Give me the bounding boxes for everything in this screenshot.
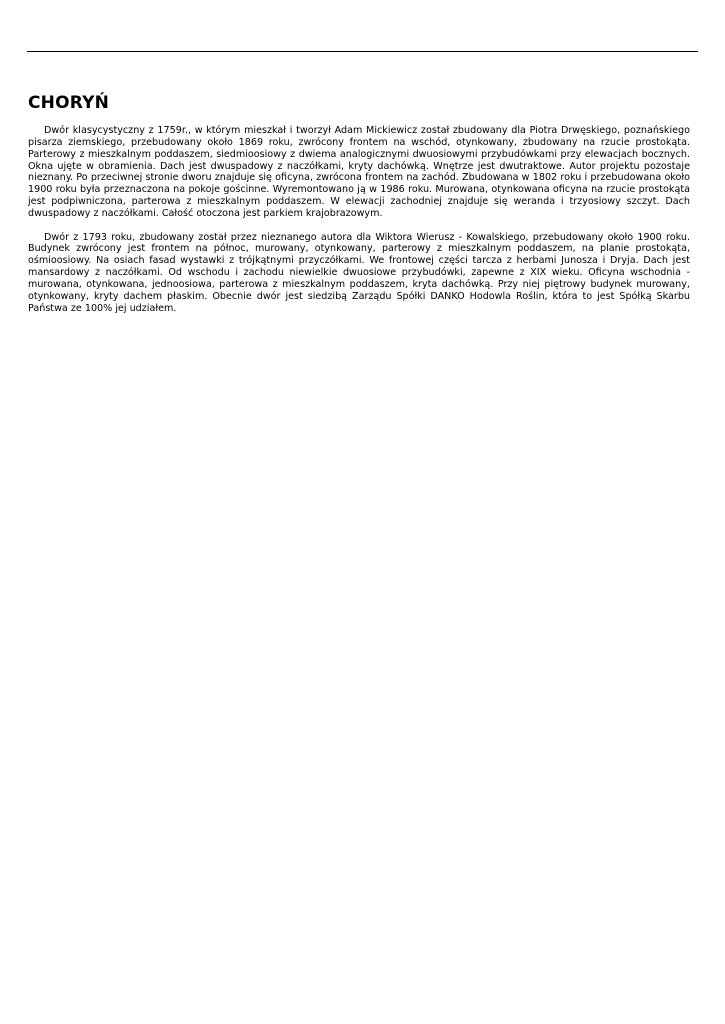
paragraph-2: Dwór z 1793 roku, zbudowany został przez nieznanego autora dla Wiktora Wierusz - Kowalskiego, przebudowany około 1900 roku. Budynek zwrócony jest frontem na północ, murowany, otynkowany, parterowy z mieszkalnym poddaszem, na planie prostokąta, ośmioosiowy. Na osiach fasad wystawki z trójkątnymi przyczółkami. We frontowej części tarcza z herbami Junosza i Dryja. Dach jest mansardowy z naczółkami. Od wschodu i zachodu niewielkie dwuosiowe przybudówki, zapewne z XIX wieku. Oficyna wschodnia - murowana, otynkowana, jednoosiowa, parterowa z mieszkalnym poddaszem, kryta dachówką. Przy niej piętrowy budynek murowany, otynkowany, kryty dachem płaskim. Obecnie dwór jest siedzibą Zarządu Spółki DANKO Hodowla Roślin, która to jest Spółką Skarbu Państwa ze 100% jej udziałem. <box>28 231 690 314</box>
paragraph-1: Dwór klasycystyczny z 1759r., w którym mieszkał i tworzył Adam Mickiewicz został zbudowany dla Piotra Drwęskiego, poznańskiego pisarza ziemskiego, przebudowany około 1869 roku, zwrócony frontem na wschód, otynkowany, zbudowany na rzucie prostokąta. Parterowy z mieszkalnym poddaszem, siedmioosiowy z dwiema analogicznymi dwuosiowymi przybudówkami przy elewacjach bocznych. Okna ujęte w obramienia. Dach jest dwuspadowy z naczółkami, kryty dachówką. Wnętrze jest dwutraktowe. Autor projektu pozostaje nieznany. Po przeciwnej stronie dworu znajduje się oficyna, zwrócona frontem na zachód. Zbudowana w 1802 roku i przebudowana około 1900 roku była przeznaczona na pokoje gościnne. Wyremontowano ją w 1986 roku. Murowana, otynkowana oficyna na rzucie prostokąta jest podpiwniczona, parterowa z mieszkalnym poddaszem. W elewacji zachodniej znajduje się weranda i trzyosiowy szczyt. Dach dwuspadowy z naczółkami. Całość otoczona jest parkiem krajobrazowym. <box>28 125 690 219</box>
page-title: CHORYŃ <box>28 93 110 113</box>
header-rule <box>27 51 698 52</box>
body-text <box>28 125 690 315</box>
